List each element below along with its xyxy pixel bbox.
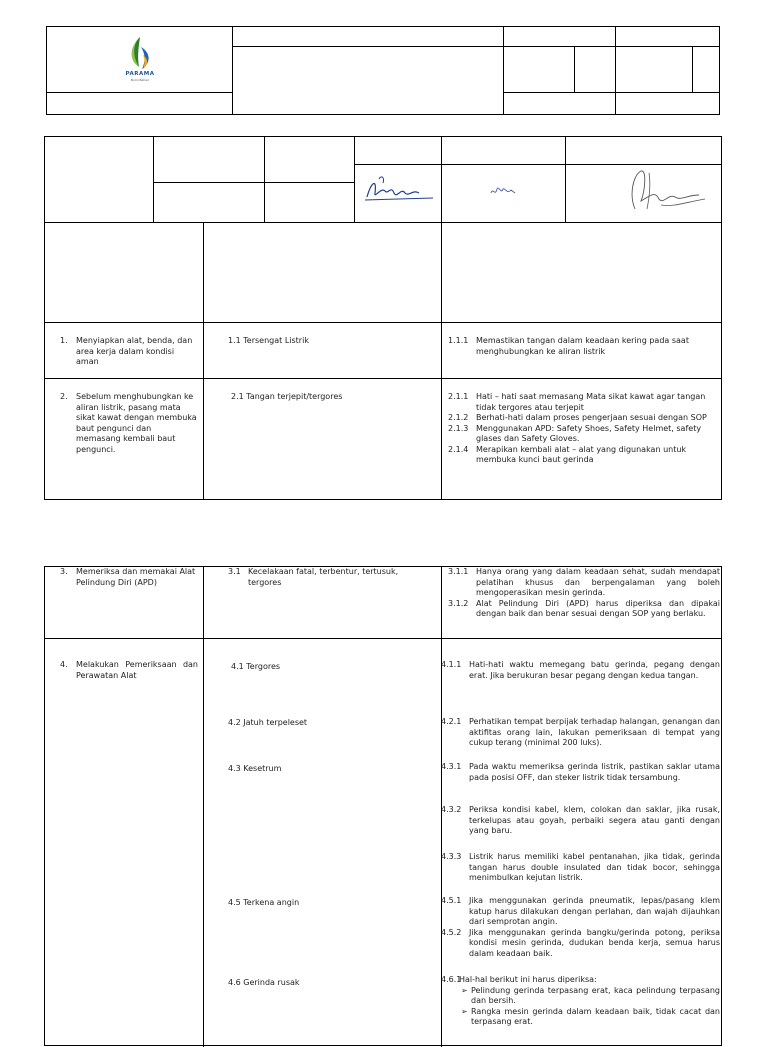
control-4-2-1: 4.2.1 Perhatikan tempat berpijak terhadap halangan, genangan dan aktifitas orang lain, lakukan pemeriksaan di tempat yang cukup terang (minimal 200 luks). bbox=[441, 717, 720, 747]
company-logo bbox=[115, 33, 165, 85]
approval-table bbox=[44, 136, 722, 223]
header-table bbox=[46, 26, 720, 115]
job-step-4: 4. Melakukan Pemeriksaan dan Perawatan Alat bbox=[60, 660, 198, 680]
control-4-1-1: 4.1.1 Hati-hati waktu memegang batu gerinda, pegang dengan erat. Jika berukuran besar pegang dengan kedua tangan. bbox=[441, 660, 720, 680]
signature-3 bbox=[621, 165, 711, 215]
hazard-2-1: 2.1 Tangan terjepit/tergores bbox=[231, 392, 343, 401]
job-step-3: 3. Memeriksa dan memakai Alat Pelindung Diri (APD) bbox=[60, 567, 196, 587]
signature-2 bbox=[485, 181, 525, 201]
hazard-3-1: 3.1 Kecelakaan fatal, terbentur, tertusuk, tergores bbox=[228, 567, 399, 587]
hazard-4-1: 4.1 Tergores bbox=[231, 662, 281, 671]
signature-1 bbox=[361, 169, 437, 209]
controls-3-1: 3.1.1 Hanya orang yang dalam keadaan sehat, sudah mendapat pelatihan khusus dan berpengalaman yang boleh mengoperasikan mesin gerinda. 3.1.2 Alat Pelindung Diri (APD) harus diperiksa dan dipakai dengan baik dan benar sesuai dengan SOP yang berlaku. bbox=[448, 567, 720, 618]
hazard-4-5: 4.5 Terkena angin bbox=[228, 898, 300, 907]
hazard-4-6: 4.6 Gerinda rusak bbox=[228, 978, 300, 987]
control-4-3-1: 4.3.1 Pada waktu memeriksa gerinda listrik, pastikan saklar utama pada posisi OFF, dan steker listrik tidak tersambung. bbox=[441, 762, 720, 782]
logo-tagline: Bumi Bahari bbox=[130, 78, 150, 82]
bullet-item: ➢ Pelindung gerinda terpasang erat, kaca pelindung terpasang dan bersih. bbox=[461, 985, 720, 1005]
controls-4-5: 4.5.1 Jika menggunakan gerinda pneumatik, lepas/pasang klem katup harus dilakukan dengan perlahan, dan wajah dijauhkan dari semprotan angin. 4.5.2 Jika menggunakan gerinda bangku/gerinda potong, periksa kondisi mesin gerinda, dudukan benda kerja, semua harus dalam keadaan baik. bbox=[441, 896, 720, 958]
hazard-1-1: 1.1 Tersengat Listrik bbox=[228, 336, 309, 345]
controls-2-1: 2.1.1 Hati – hati saat memasang Mata sikat kawat agar tangan tidak tergores atau terjepit 2.1.2 Berhati-hati dalam proses pengerjaan sesuai dengan SOP 2.1.3 Menggunakan APD: Safety Shoes, Safety Helmet, safety glases dan Safety Gloves. 2.1.4 Merapikan kembali alat – alat yang digunakan untuk membuka kunci baut gerinda bbox=[448, 392, 707, 464]
controls-4-6: 4.6.1 Hal-hal berikut ini harus diperiksa: ➢ Pelindung gerinda terpasang erat, kaca pelindung terpasang dan bersih. ➢ Rangka mesin gerinda dalam keadaan baik, tidak cacat dan terpasang erat. bbox=[441, 975, 720, 1026]
hazard-4-3: 4.3 Kesetrum bbox=[228, 764, 282, 773]
job-step-1: 1. Menyiapkan alat, benda, dan area kerja dalam kondisi aman bbox=[60, 336, 193, 366]
hazard-4-2: 4.2 Jatuh terpeleset bbox=[228, 718, 308, 727]
control-4-3-2: 4.3.2 Periksa kondisi kabel, klem, colokan dan saklar, jika rusak, terkelupas atau goyah, perbaiki segera atau ganti dengan yang baru. bbox=[441, 805, 720, 835]
logo-name: PARAMA bbox=[125, 71, 155, 77]
control-1-1: 1.1.1 Memastikan tangan dalam keadaan kering pada saat menghubungkan ke aliran listrik bbox=[448, 336, 689, 356]
job-step-2: 2. Sebelum menghubungkan ke aliran listrik, pasang mata sikat kawat dengan membuka baut pengunci dan memasang kembali baut pengunci. bbox=[60, 392, 197, 454]
control-4-3-3: 4.3.3 Listrik harus memiliki kabel pentanahan, jika tidak, gerinda tangan harus double insulated dan tidak bocor, sehingga menimbulkan kejutan listrik. bbox=[441, 852, 720, 882]
bullet-item: ➢ Rangka mesin gerinda dalam keadaan baik, tidak cacat dan terpasang erat. bbox=[461, 1006, 720, 1026]
